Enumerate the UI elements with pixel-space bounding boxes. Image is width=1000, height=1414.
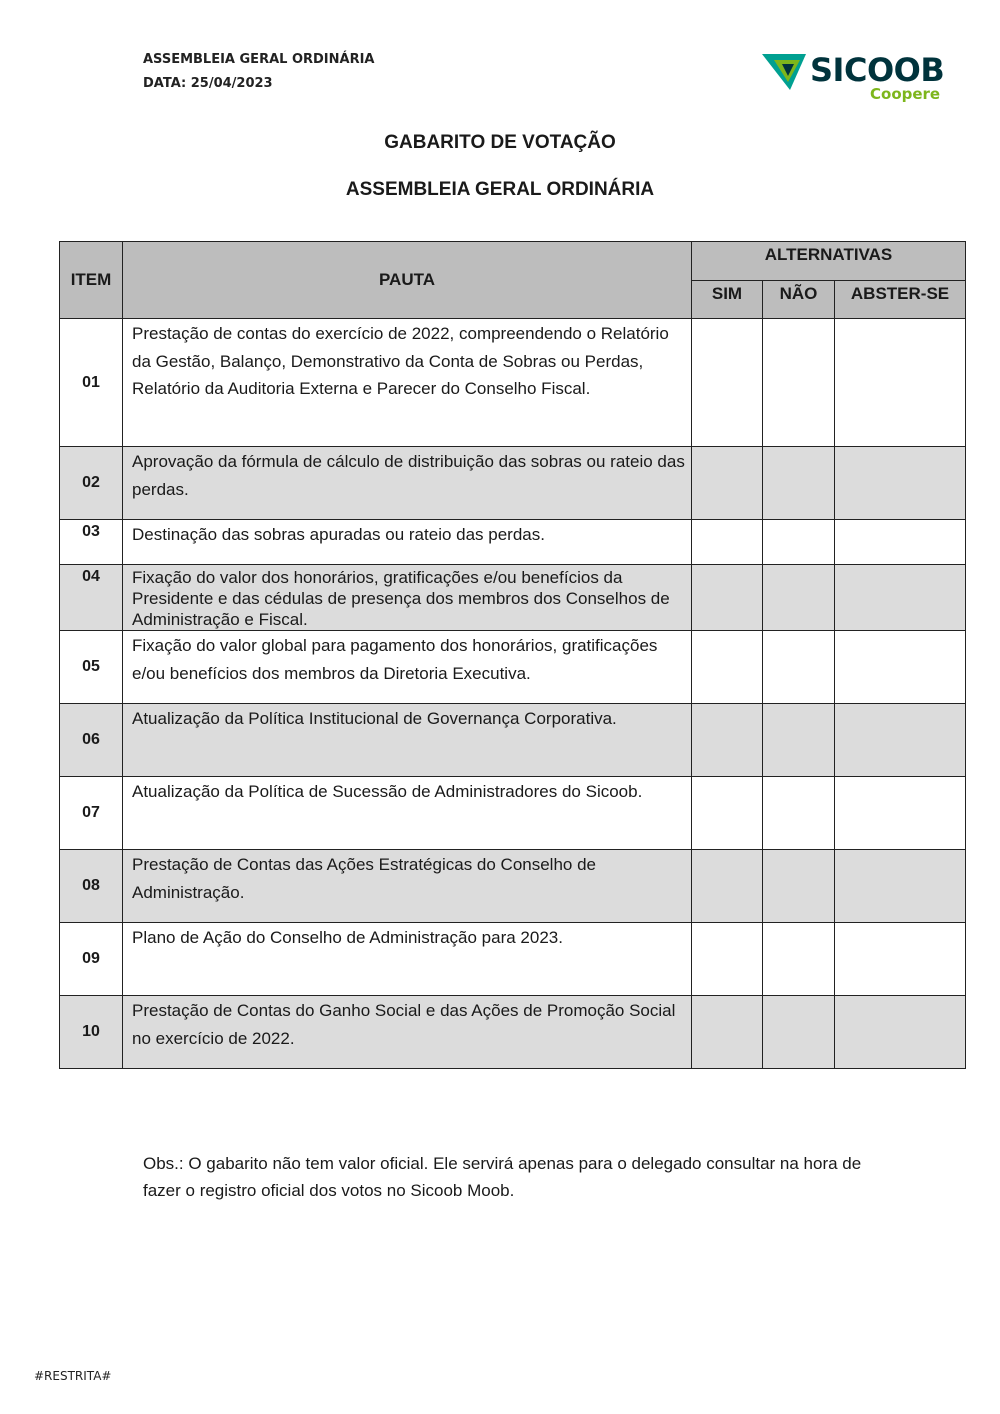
page-subtitle: ASSEMBLEIA GERAL ORDINÁRIA <box>345 179 655 200</box>
pauta-text: Aprovação da fórmula de cálculo de distribuição das sobras ou rateio das perdas. <box>123 447 692 520</box>
vote-nao-cell[interactable] <box>763 565 835 631</box>
sicoob-mark-icon <box>760 52 808 92</box>
pauta-text: Atualização da Política de Sucessão de Administradores do Sicoob. <box>123 777 692 850</box>
pauta-text: Plano de Ação do Conselho de Administração para 2023. <box>123 923 692 996</box>
vote-nao-cell[interactable] <box>763 850 835 923</box>
item-number: 10 <box>60 996 123 1069</box>
item-number: 09 <box>60 923 123 996</box>
item-number: 08 <box>60 850 123 923</box>
vote-abster-cell[interactable] <box>835 704 966 777</box>
vote-nao-cell[interactable] <box>763 704 835 777</box>
vote-sim-cell[interactable] <box>692 565 763 631</box>
vote-sim-cell[interactable] <box>692 520 763 565</box>
header-abster: ABSTER-SE <box>835 281 966 319</box>
table-row <box>60 520 966 565</box>
table-row <box>60 777 966 850</box>
sicoob-logo <box>760 48 950 110</box>
pauta-text: Atualização da Política Institucional de Governança Corporativa. <box>123 704 692 777</box>
vote-sim-cell[interactable] <box>692 777 763 850</box>
header-nao: NÃO <box>763 281 835 319</box>
vote-abster-cell[interactable] <box>835 447 966 520</box>
vote-nao-cell[interactable] <box>763 447 835 520</box>
vote-nao-cell[interactable] <box>763 777 835 850</box>
vote-nao-cell[interactable] <box>763 996 835 1069</box>
vote-abster-cell[interactable] <box>835 996 966 1069</box>
item-number: 05 <box>60 631 123 704</box>
vote-abster-cell[interactable] <box>835 923 966 996</box>
vote-sim-cell[interactable] <box>692 447 763 520</box>
vote-sim-cell[interactable] <box>692 631 763 704</box>
item-number: 06 <box>60 704 123 777</box>
table-row <box>60 631 966 704</box>
vote-abster-cell[interactable] <box>835 631 966 704</box>
item-number: 03 <box>60 520 123 565</box>
vote-nao-cell[interactable] <box>763 319 835 447</box>
vote-abster-cell[interactable] <box>835 319 966 447</box>
pauta-text: Prestação de Contas do Ganho Social e das Ações de Promoção Social no exercício de 2022. <box>123 996 692 1069</box>
vote-nao-cell[interactable] <box>763 631 835 704</box>
pauta-text: Prestação de Contas das Ações Estratégicas do Conselho de Administração. <box>123 850 692 923</box>
header-alternativas: ALTERNATIVAS <box>692 242 966 281</box>
table-row <box>60 704 966 777</box>
pauta-text: Fixação do valor dos honorários, gratificações e/ou benefícios da Presidente e das cédulas de presença dos membros dos Conselhos de Administração e Fiscal. <box>123 565 692 631</box>
voting-table <box>59 241 966 1069</box>
observation-note: Obs.: O gabarito não tem valor oficial. Ele servirá apenas para o delegado consultar na hora de fazer o registro oficial dos votos no Sicoob Moob. <box>143 1154 862 1200</box>
pauta-text: Fixação do valor global para pagamento dos honorários, gratificações e/ou benefícios dos membros da Diretoria Executiva. <box>123 631 692 704</box>
classification-footer: #RESTRITA# <box>34 1369 112 1383</box>
vote-sim-cell[interactable] <box>692 850 763 923</box>
table-row <box>60 565 966 631</box>
vote-nao-cell[interactable] <box>763 923 835 996</box>
document-header <box>143 48 375 96</box>
header-sim: SIM <box>692 281 763 319</box>
table-row <box>60 923 966 996</box>
pauta-text: Destinação das sobras apuradas ou rateio das perdas. <box>123 520 692 565</box>
table-row <box>60 319 966 447</box>
vote-abster-cell[interactable] <box>835 777 966 850</box>
vote-nao-cell[interactable] <box>763 520 835 565</box>
item-number: 04 <box>60 565 123 631</box>
vote-abster-cell[interactable] <box>835 565 966 631</box>
header-pauta: PAUTA <box>123 242 692 319</box>
page-title: GABARITO DE VOTAÇÃO <box>384 132 616 153</box>
table-row <box>60 996 966 1069</box>
logo-wordmark: SICOOB <box>810 51 945 89</box>
vote-abster-cell[interactable] <box>835 520 966 565</box>
vote-sim-cell[interactable] <box>692 996 763 1069</box>
header-meeting-name: ASSEMBLEIA GERAL ORDINÁRIA <box>143 52 375 67</box>
vote-sim-cell[interactable] <box>692 923 763 996</box>
table-row <box>60 447 966 520</box>
item-number: 02 <box>60 447 123 520</box>
vote-sim-cell[interactable] <box>692 319 763 447</box>
item-number: 07 <box>60 777 123 850</box>
header-date: DATA: 25/04/2023 <box>143 76 273 91</box>
vote-abster-cell[interactable] <box>835 850 966 923</box>
logo-subtitle: Coopere <box>870 85 941 103</box>
table-row <box>60 850 966 923</box>
vote-sim-cell[interactable] <box>692 704 763 777</box>
item-number: 01 <box>60 319 123 447</box>
header-item: ITEM <box>60 242 123 319</box>
pauta-text: Prestação de contas do exercício de 2022, compreendendo o Relatório da Gestão, Balanço, Demonstrativo da Conta de Sobras ou Perdas, Relatório da Auditoria Externa e Parecer do Conselho Fiscal. <box>123 319 692 447</box>
